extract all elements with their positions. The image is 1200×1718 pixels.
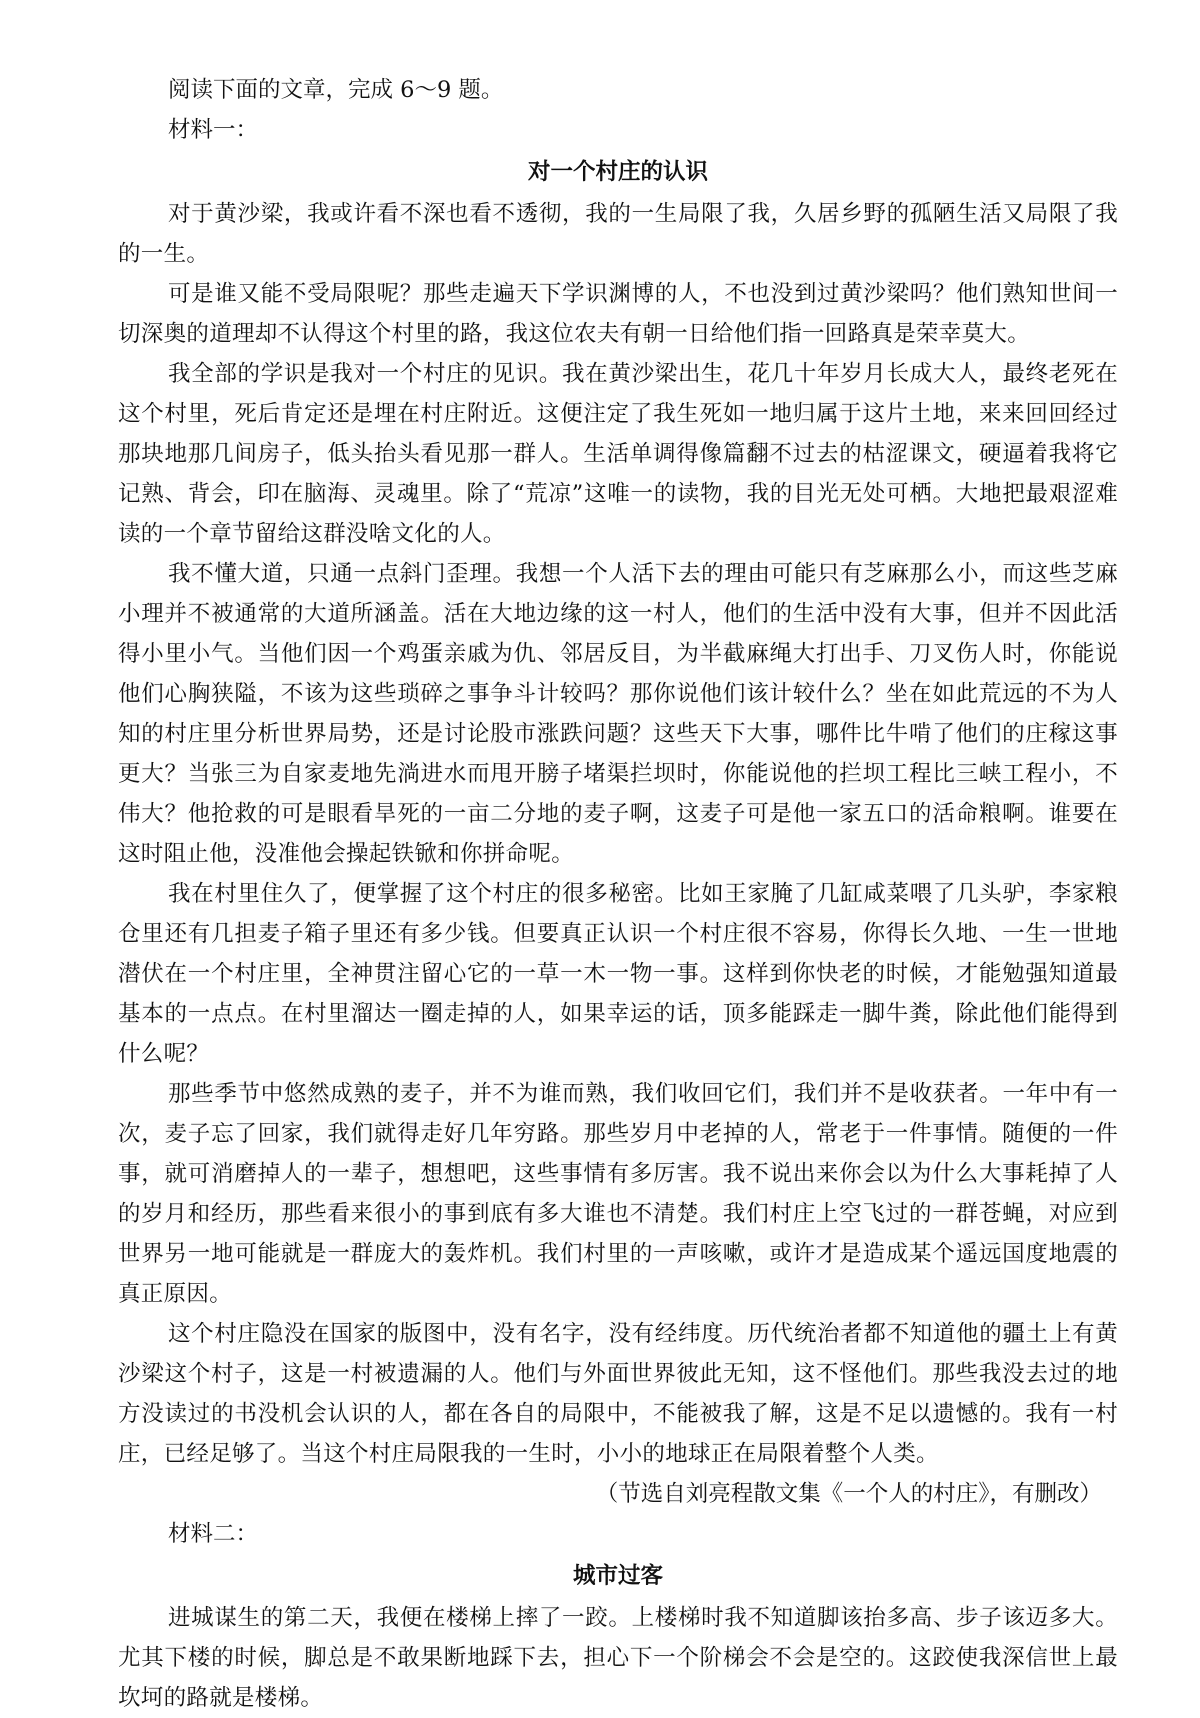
material-one-title: 对一个村庄的认识 <box>527 159 708 185</box>
paragraph: 我不懂大道，只通一点斜门歪理。我想一个人活下去的理由可能只有芝麻那么小，而这些芝麻小理并不被通常的大道所涵盖。活在大地边缘的这一村人，他们的生活中没有大事，但并不因此活得小里小气。当他们因一个鸡蛋亲戚为仇、邻居反目，为半截麻绳大打出手、刀叉伤人时，你能说他们心胸狭隘，不该为这些琐碎之事争斗计较吗？那你说他们该计较什么？坐在如此荒远的不为人知的村庄里分析世界局势，还是讨论股市涨跌问题？这些天下大事，哪件比牛啃了他们的庄稼这事更大？当张三为自家麦地先淌进水而甩开膀子堵渠拦坝时，你能说他的拦坝工程比三峡工程小，不伟大？他抢救的可是眼看旱死的一亩二分地的麦子啊，这麦子可是他一家五口的活命粮啊。谁要在这时阻止他，没准他会操起铁锨和你拼命呢。 <box>118 561 1118 867</box>
material-one-label: 材料一： <box>168 117 259 143</box>
instructions: 阅读下面的文章，完成 6～9 题。 <box>168 77 504 103</box>
exam-reading-passage <box>118 70 1118 1718</box>
material-two-label: 材料二： <box>168 1521 259 1547</box>
material-two-title: 城市过客 <box>572 1563 663 1589</box>
paragraph: 这个村庄隐没在国家的版图中，没有名字，没有经纬度。历代统治者都不知道他的疆土上有黄沙梁这个村子，这是一村被遗漏的人。他们与外面世界彼此无知，这不怪他们。那些我没去过的地方没读过的书没机会认识的人，都在各自的局限中，不能被我了解，这是不足以遗憾的。我有一村庄，已经足够了。当这个村庄局限我的一生时，小小的地球正在局限着整个人类。 <box>118 1321 1118 1467</box>
paragraph: 进城谋生的第二天，我便在楼梯上摔了一跤。上楼梯时我不知道脚该抬多高、步子该迈多大。尤其下楼的时候，脚总是不敢果断地踩下去，担心下一个阶梯会不会是空的。这跤使我深信世上最坎坷的路就是楼梯。 <box>118 1605 1118 1711</box>
paragraph: 我在村里住久了，便掌握了这个村庄的很多秘密。比如王家腌了几缸咸菜喂了几头驴，李家粮仓里还有几担麦子箱子里还有多少钱。但要真正认识一个村庄很不容易，你得长久地、一生一世地潜伏在一个村庄里，全神贯注留心它的一草一木一物一事。这样到你快老的时候，才能勉强知道最基本的一点点。在村里溜达一圈走掉的人，如果幸运的话，顶多能踩走一脚牛粪，除此他们能得到什么呢？ <box>118 881 1118 1067</box>
paragraph: 对于黄沙梁，我或许看不深也看不透彻，我的一生局限了我，久居乡野的孤陋生活又局限了我的一生。 <box>118 201 1118 267</box>
paragraph: 那些季节中悠然成熟的麦子，并不为谁而熟，我们收回它们，我们并不是收获者。一年中有一次，麦子忘了回家，我们就得走好几年穷路。那些岁月中老掉的人，常老于一件事情。随便的一件事，就可消磨掉人的一辈子，想想吧，这些事情有多厉害。我不说出来你会以为什么大事耗掉了人的岁月和经历，那些看来很小的事到底有多大谁也不清楚。我们村庄上空飞过的一群苍蝇，对应到世界另一地可能就是一群庞大的轰炸机。我们村里的一声咳嗽，或许才是造成某个遥远国度地震的真正原因。 <box>118 1081 1118 1307</box>
paragraph: 可是谁又能不受局限呢？那些走遍天下学识渊博的人，不也没到过黄沙梁吗？他们熟知世间一切深奥的道理却不认得这个村里的路，我这位农夫有朝一日给他们指一回路真是荣幸莫大。 <box>118 281 1118 347</box>
source-citation: （节选自刘亮程散文集《一个人的村庄》，有删改） <box>595 1481 1102 1507</box>
paragraph: 我全部的学识是我对一个村庄的见识。我在黄沙梁出生，花几十年岁月长成大人，最终老死在这个村里，死后肯定还是埋在村庄附近。这便注定了我生死如一地归属于这片土地，来来回回经过那块地那几间房子，低头抬头看见那一群人。生活单调得像篇翻不过去的枯涩课文，硬逼着我将它记熟、背会，印在脑海、灵魂里。除了“荒凉”这唯一的读物，我的目光无处可栖。大地把最艰涩难读的一个章节留给这群没啥文化的人。 <box>118 361 1118 547</box>
